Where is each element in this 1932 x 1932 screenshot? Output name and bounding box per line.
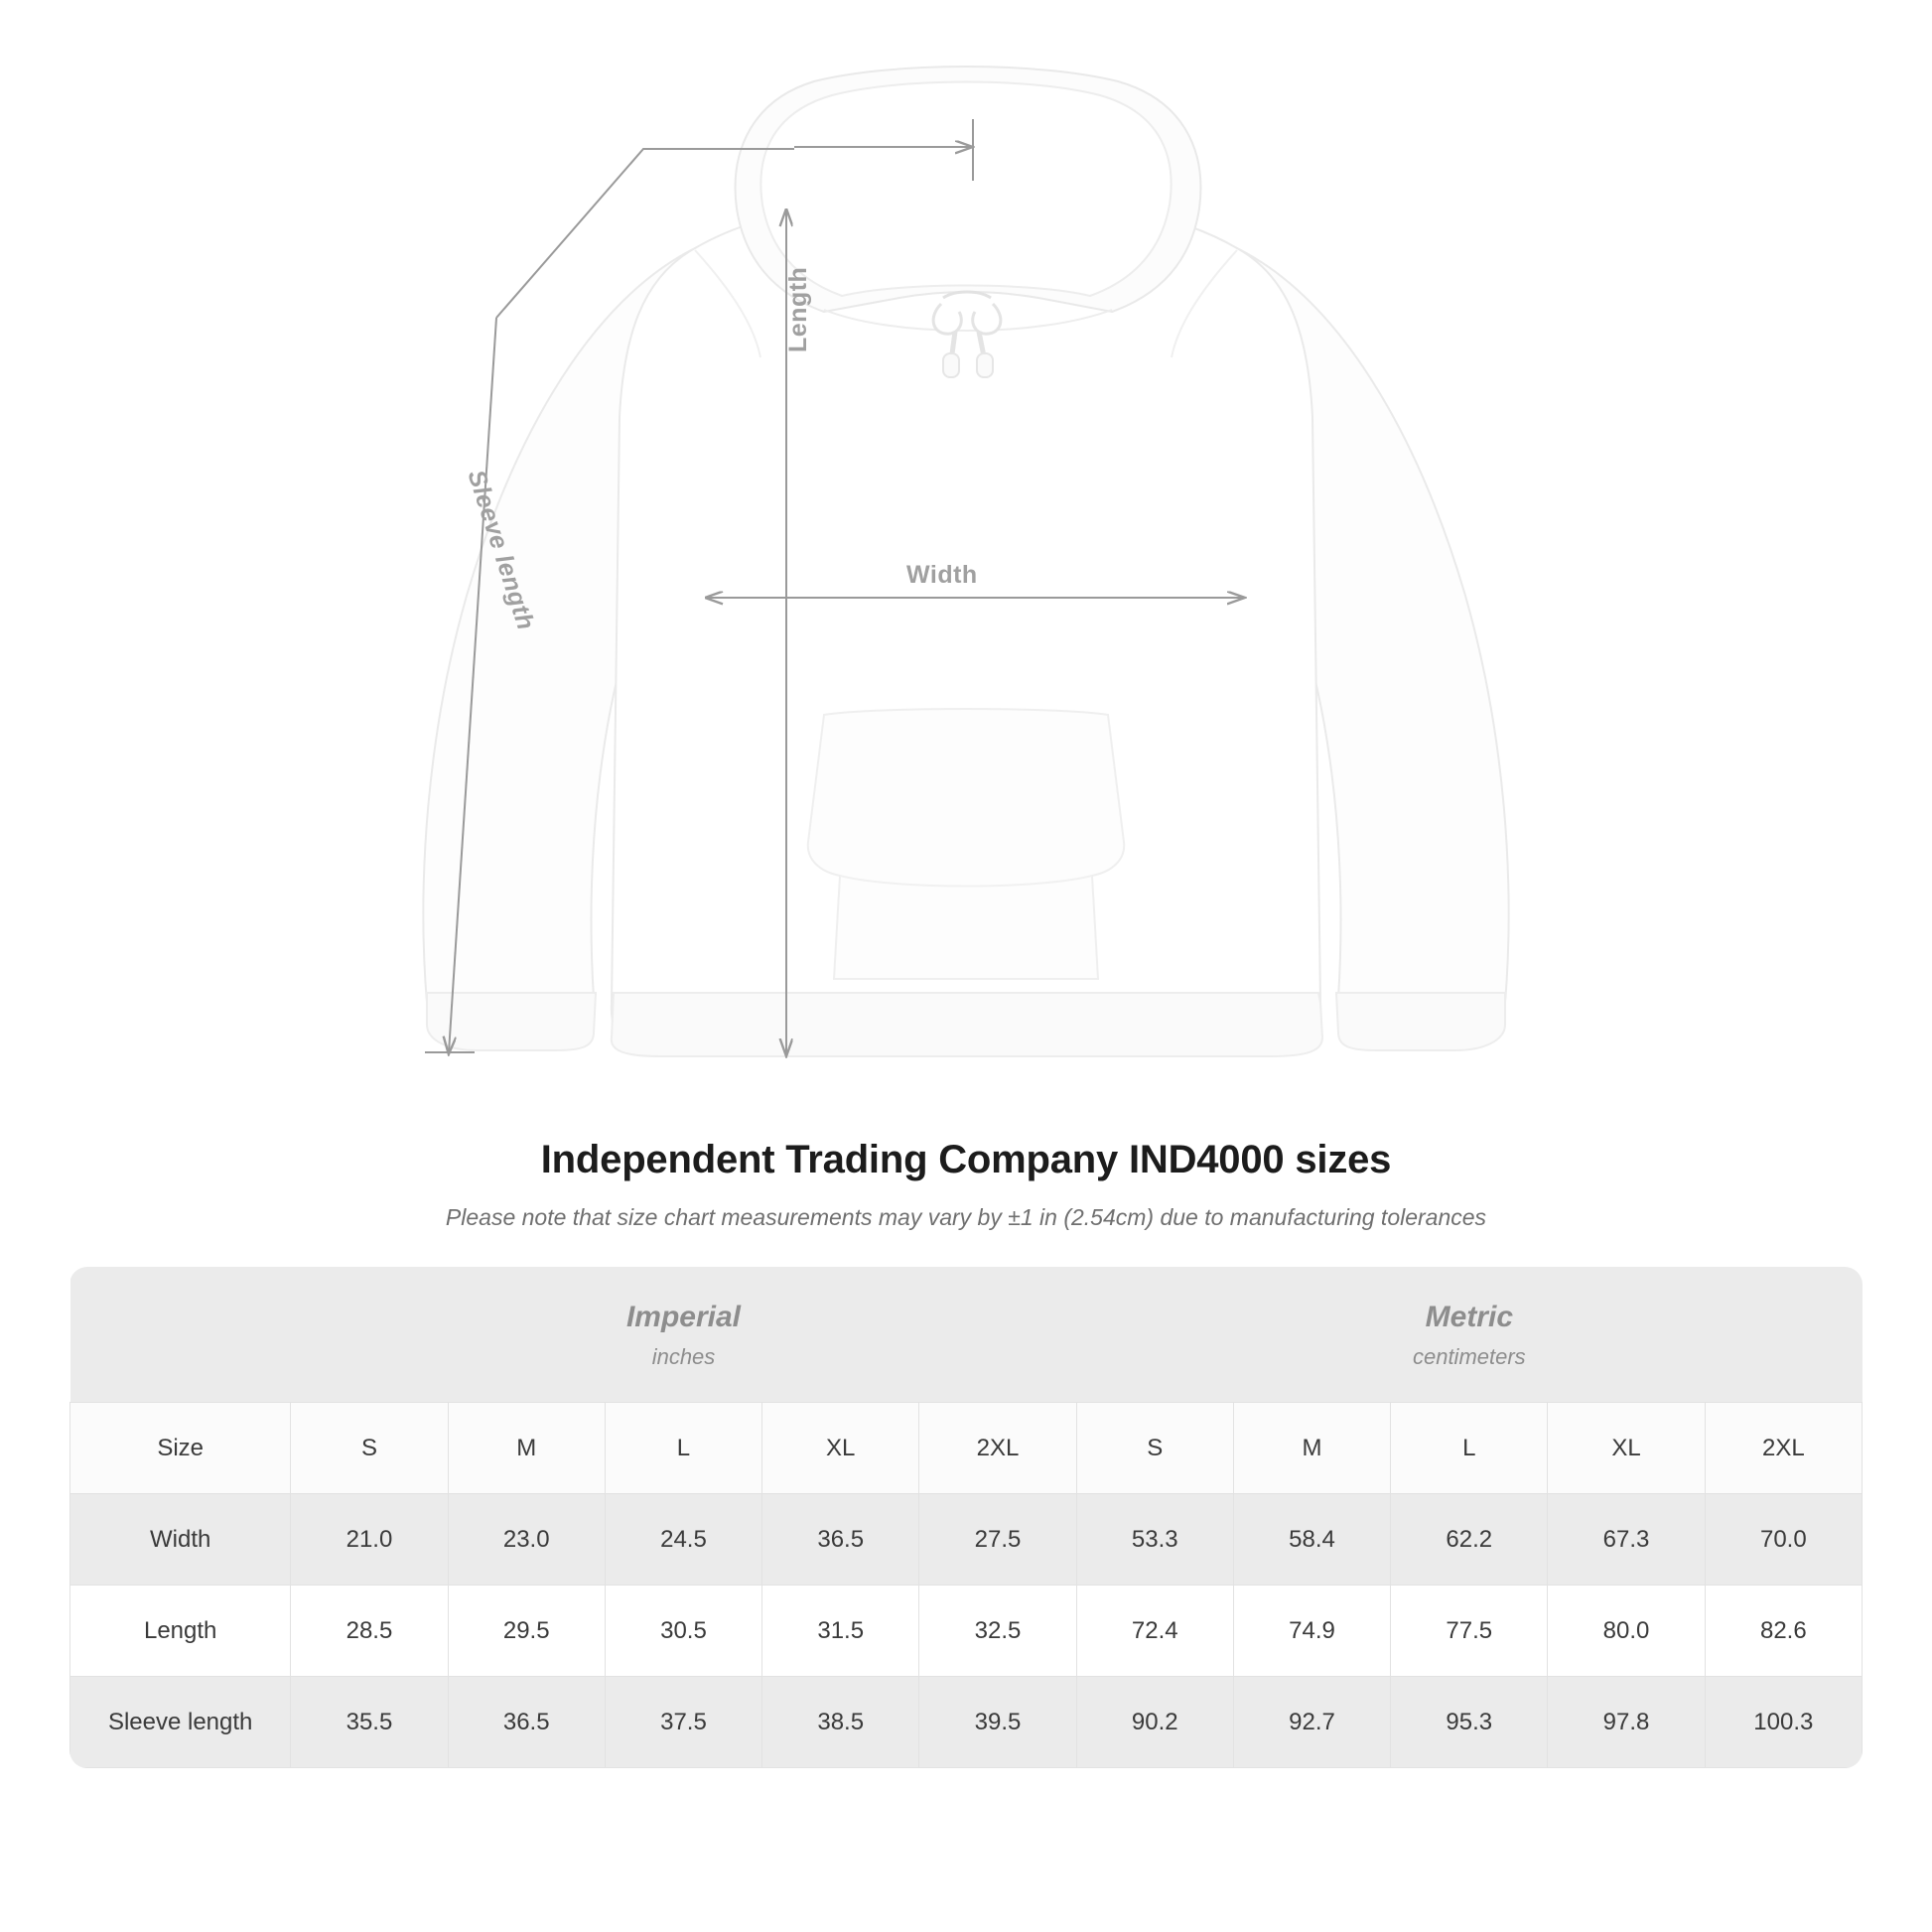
row-label: Width xyxy=(70,1494,291,1586)
size-header-cell: M xyxy=(1233,1403,1390,1494)
table-cell: 90.2 xyxy=(1076,1677,1233,1768)
size-header-cell: S xyxy=(1076,1403,1233,1494)
table-cell: 74.9 xyxy=(1233,1586,1390,1677)
table-row xyxy=(70,1494,1863,1586)
unit-group-metric xyxy=(1076,1267,1862,1403)
size-header-row xyxy=(70,1403,1863,1494)
row-label: Sleeve length xyxy=(70,1677,291,1768)
chart-heading xyxy=(0,1138,1932,1231)
table-cell: 97.8 xyxy=(1548,1677,1705,1768)
table-cell: 77.5 xyxy=(1391,1586,1548,1677)
table-cell: 67.3 xyxy=(1548,1494,1705,1586)
table-cell: 27.5 xyxy=(919,1494,1076,1586)
table-cell: 36.5 xyxy=(762,1494,919,1586)
table-cell: 38.5 xyxy=(762,1677,919,1768)
table-corner xyxy=(70,1267,291,1403)
table-cell: 31.5 xyxy=(762,1586,919,1677)
label-sleeve-length: Sleeve length xyxy=(462,467,540,634)
table-cell: 82.6 xyxy=(1705,1586,1862,1677)
table-cell: 100.3 xyxy=(1705,1677,1862,1768)
table-cell: 24.5 xyxy=(605,1494,761,1586)
table-cell: 35.5 xyxy=(291,1677,448,1768)
size-header-cell: 2XL xyxy=(919,1403,1076,1494)
table-cell: 36.5 xyxy=(448,1677,605,1768)
table-cell: 80.0 xyxy=(1548,1586,1705,1677)
unit-header-row xyxy=(70,1267,1863,1403)
table-cell: 21.0 xyxy=(291,1494,448,1586)
table-row xyxy=(70,1586,1863,1677)
size-header-cell: L xyxy=(605,1403,761,1494)
table-cell: 58.4 xyxy=(1233,1494,1390,1586)
unit-system-label: Imperial xyxy=(625,1301,742,1333)
table-cell: 39.5 xyxy=(919,1677,1076,1768)
table-cell: 37.5 xyxy=(605,1677,761,1768)
unit-measure-label: inches xyxy=(651,1344,716,1369)
tolerance-note: Please note that size chart measurements may vary by ±1 in (2.54cm) due to manufacturing tolerances xyxy=(445,1204,1487,1230)
table-cell: 72.4 xyxy=(1076,1586,1233,1677)
table-cell: 28.5 xyxy=(291,1586,448,1677)
table-cell: 70.0 xyxy=(1705,1494,1862,1586)
size-header-cell: S xyxy=(291,1403,448,1494)
unit-measure-label: centimeters xyxy=(1412,1344,1526,1369)
page-title: Independent Trading Company IND4000 sizes xyxy=(540,1138,1392,1181)
size-header-cell: 2XL xyxy=(1705,1403,1862,1494)
size-header-cell: L xyxy=(1391,1403,1548,1494)
size-column-header: Size xyxy=(70,1403,291,1494)
unit-system-label: Metric xyxy=(1425,1301,1513,1333)
size-header-cell: M xyxy=(448,1403,605,1494)
table-cell: 92.7 xyxy=(1233,1677,1390,1768)
size-table xyxy=(69,1267,1863,1768)
table-cell: 30.5 xyxy=(605,1586,761,1677)
table-cell: 62.2 xyxy=(1391,1494,1548,1586)
size-table-wrapper xyxy=(69,1267,1863,1768)
unit-group-imperial xyxy=(291,1267,1076,1403)
label-width: Width xyxy=(906,561,978,589)
label-length: Length xyxy=(784,266,812,352)
table-cell: 95.3 xyxy=(1391,1677,1548,1768)
table-cell: 23.0 xyxy=(448,1494,605,1586)
table-cell: 53.3 xyxy=(1076,1494,1233,1586)
table-row xyxy=(70,1677,1863,1768)
table-cell: 32.5 xyxy=(919,1586,1076,1677)
size-header-cell: XL xyxy=(1548,1403,1705,1494)
size-header-cell: XL xyxy=(762,1403,919,1494)
table-cell: 29.5 xyxy=(448,1586,605,1677)
row-label: Length xyxy=(70,1586,291,1677)
